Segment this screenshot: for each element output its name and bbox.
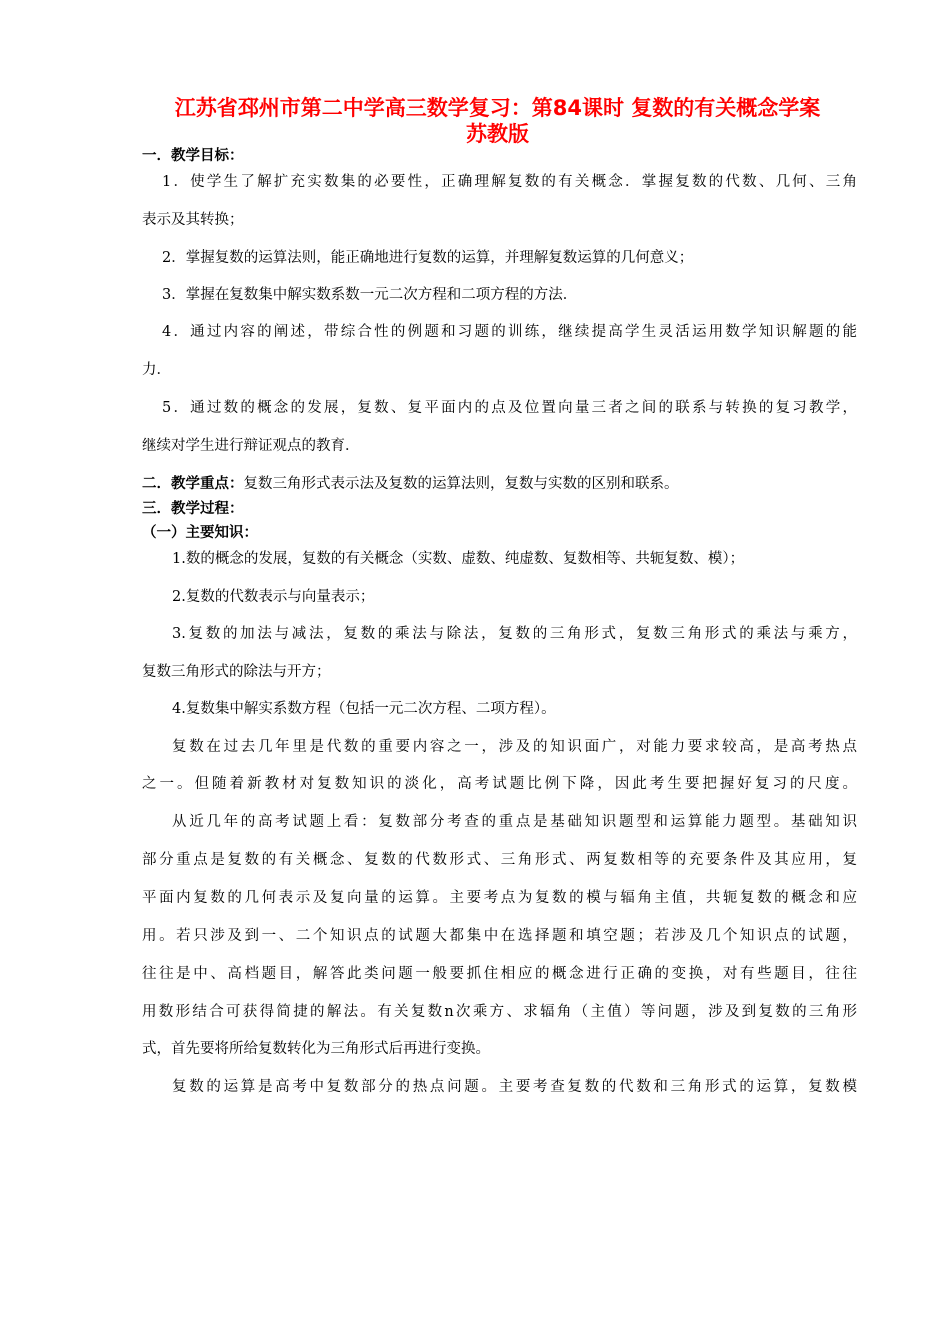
goal-item-4-line1: 4．通过内容的阐述，带综合性的例题和习题的训练，继续提高学生灵活运用数学知识解题的能 <box>162 324 857 340</box>
paragraph-2-line1: 从近几年的高考试题上看：复数部分考查的重点是基础知识题型和运算能力题型。基础知识 <box>172 814 857 830</box>
paragraph-2-line3: 平面内复数的几何表示及复向量的运算。主要考点为复数的模与辐角主值，共轭复数的概念和应 <box>142 890 857 906</box>
document-title-line1: 江苏省邳州市第二中学高三数学复习：第84课时 复数的有关概念学案 <box>174 96 821 120</box>
knowledge-item-3-line1: 3.复数的加法与减法，复数的乘法与除法，复数的三角形式，复数三角形式的乘法与乘方， <box>172 626 857 642</box>
paragraph-2-line4: 用。若只涉及到一、二个知识点的试题大都集中在选择题和填空题；若涉及几个知识点的试题， <box>142 928 857 944</box>
section2-heading: 二．教学重点： <box>142 476 244 492</box>
paragraph-2-line2: 部分重点是复数的有关概念、复数的代数形式、三角形式、两复数相等的充要条件及其应用，复 <box>142 852 857 868</box>
goal-item-2: 2．掌握复数的运算法则，能正确地进行复数的运算，并理解复数运算的几何意义； <box>162 250 694 266</box>
section1-heading: 一．教学目标： <box>142 148 244 164</box>
section2-text: 复数三角形式表示法及复数的运算法则，复数与实数的区别和联系。 <box>243 476 679 492</box>
goal-item-1-line1: 1．使学生了解扩充实数集的必要性，正确理解复数的有关概念．掌握复数的代数、几何、三角 <box>162 174 857 190</box>
goal-item-5-line1: 5．通过数的概念的发展，复数、复平面内的点及位置向量三者之间的联系与转换的复习教学， <box>162 400 857 416</box>
paragraph-1-line2: 之一。但随着新教材对复数知识的淡化，高考试题比例下降，因此考生要把握好复习的尺度。 <box>142 776 857 792</box>
section3-heading: 三．教学过程： <box>142 501 244 517</box>
document-title-line2: 苏教版 <box>466 122 529 146</box>
section2-block <box>142 474 679 494</box>
paragraph-2-line7: 式，首先要将所给复数转化为三角形式后再进行变换。 <box>142 1041 490 1057</box>
paragraph-1-line1: 复数在过去几年里是代数的重要内容之一，涉及的知识面广，对能力要求较高，是高考热点 <box>172 739 857 755</box>
knowledge-item-1: 1.数的概念的发展，复数的有关概念（实数、虚数、纯虚数、复数相等、共轭复数、模）； <box>172 551 745 567</box>
goal-item-3: 3．掌握在复数集中解实数系数一元二次方程和二项方程的方法． <box>162 287 578 303</box>
knowledge-item-4: 4.复数集中解实系数方程（包括一元二次方程、二项方程）。 <box>172 701 556 717</box>
goal-item-1-line2: 表示及其转换； <box>142 212 244 228</box>
paragraph-2-line6: 用数形结合可获得简捷的解法。有关复数n次乘方、求辐角（主值）等问题，涉及到复数的三角形 <box>142 1004 857 1020</box>
goal-item-4-line2: 力． <box>142 362 171 378</box>
goal-item-5-line2: 继续对学生进行辩证观点的教育． <box>142 438 360 454</box>
knowledge-item-2: 2.复数的代数表示与向量表示； <box>172 589 375 605</box>
knowledge-item-3-line2: 复数三角形式的除法与开方； <box>142 664 331 680</box>
paragraph-2-line5: 往往是中、高档题目，解答此类问题一般要抓住相应的概念进行正确的变换，对有些题目，往往 <box>142 966 857 982</box>
paragraph-3-line1: 复数的运算是高考中复数部分的热点问题。主要考查复数的代数和三角形式的运算，复数模 <box>172 1079 857 1095</box>
section3-sub-heading: （一）主要知识： <box>142 525 258 541</box>
